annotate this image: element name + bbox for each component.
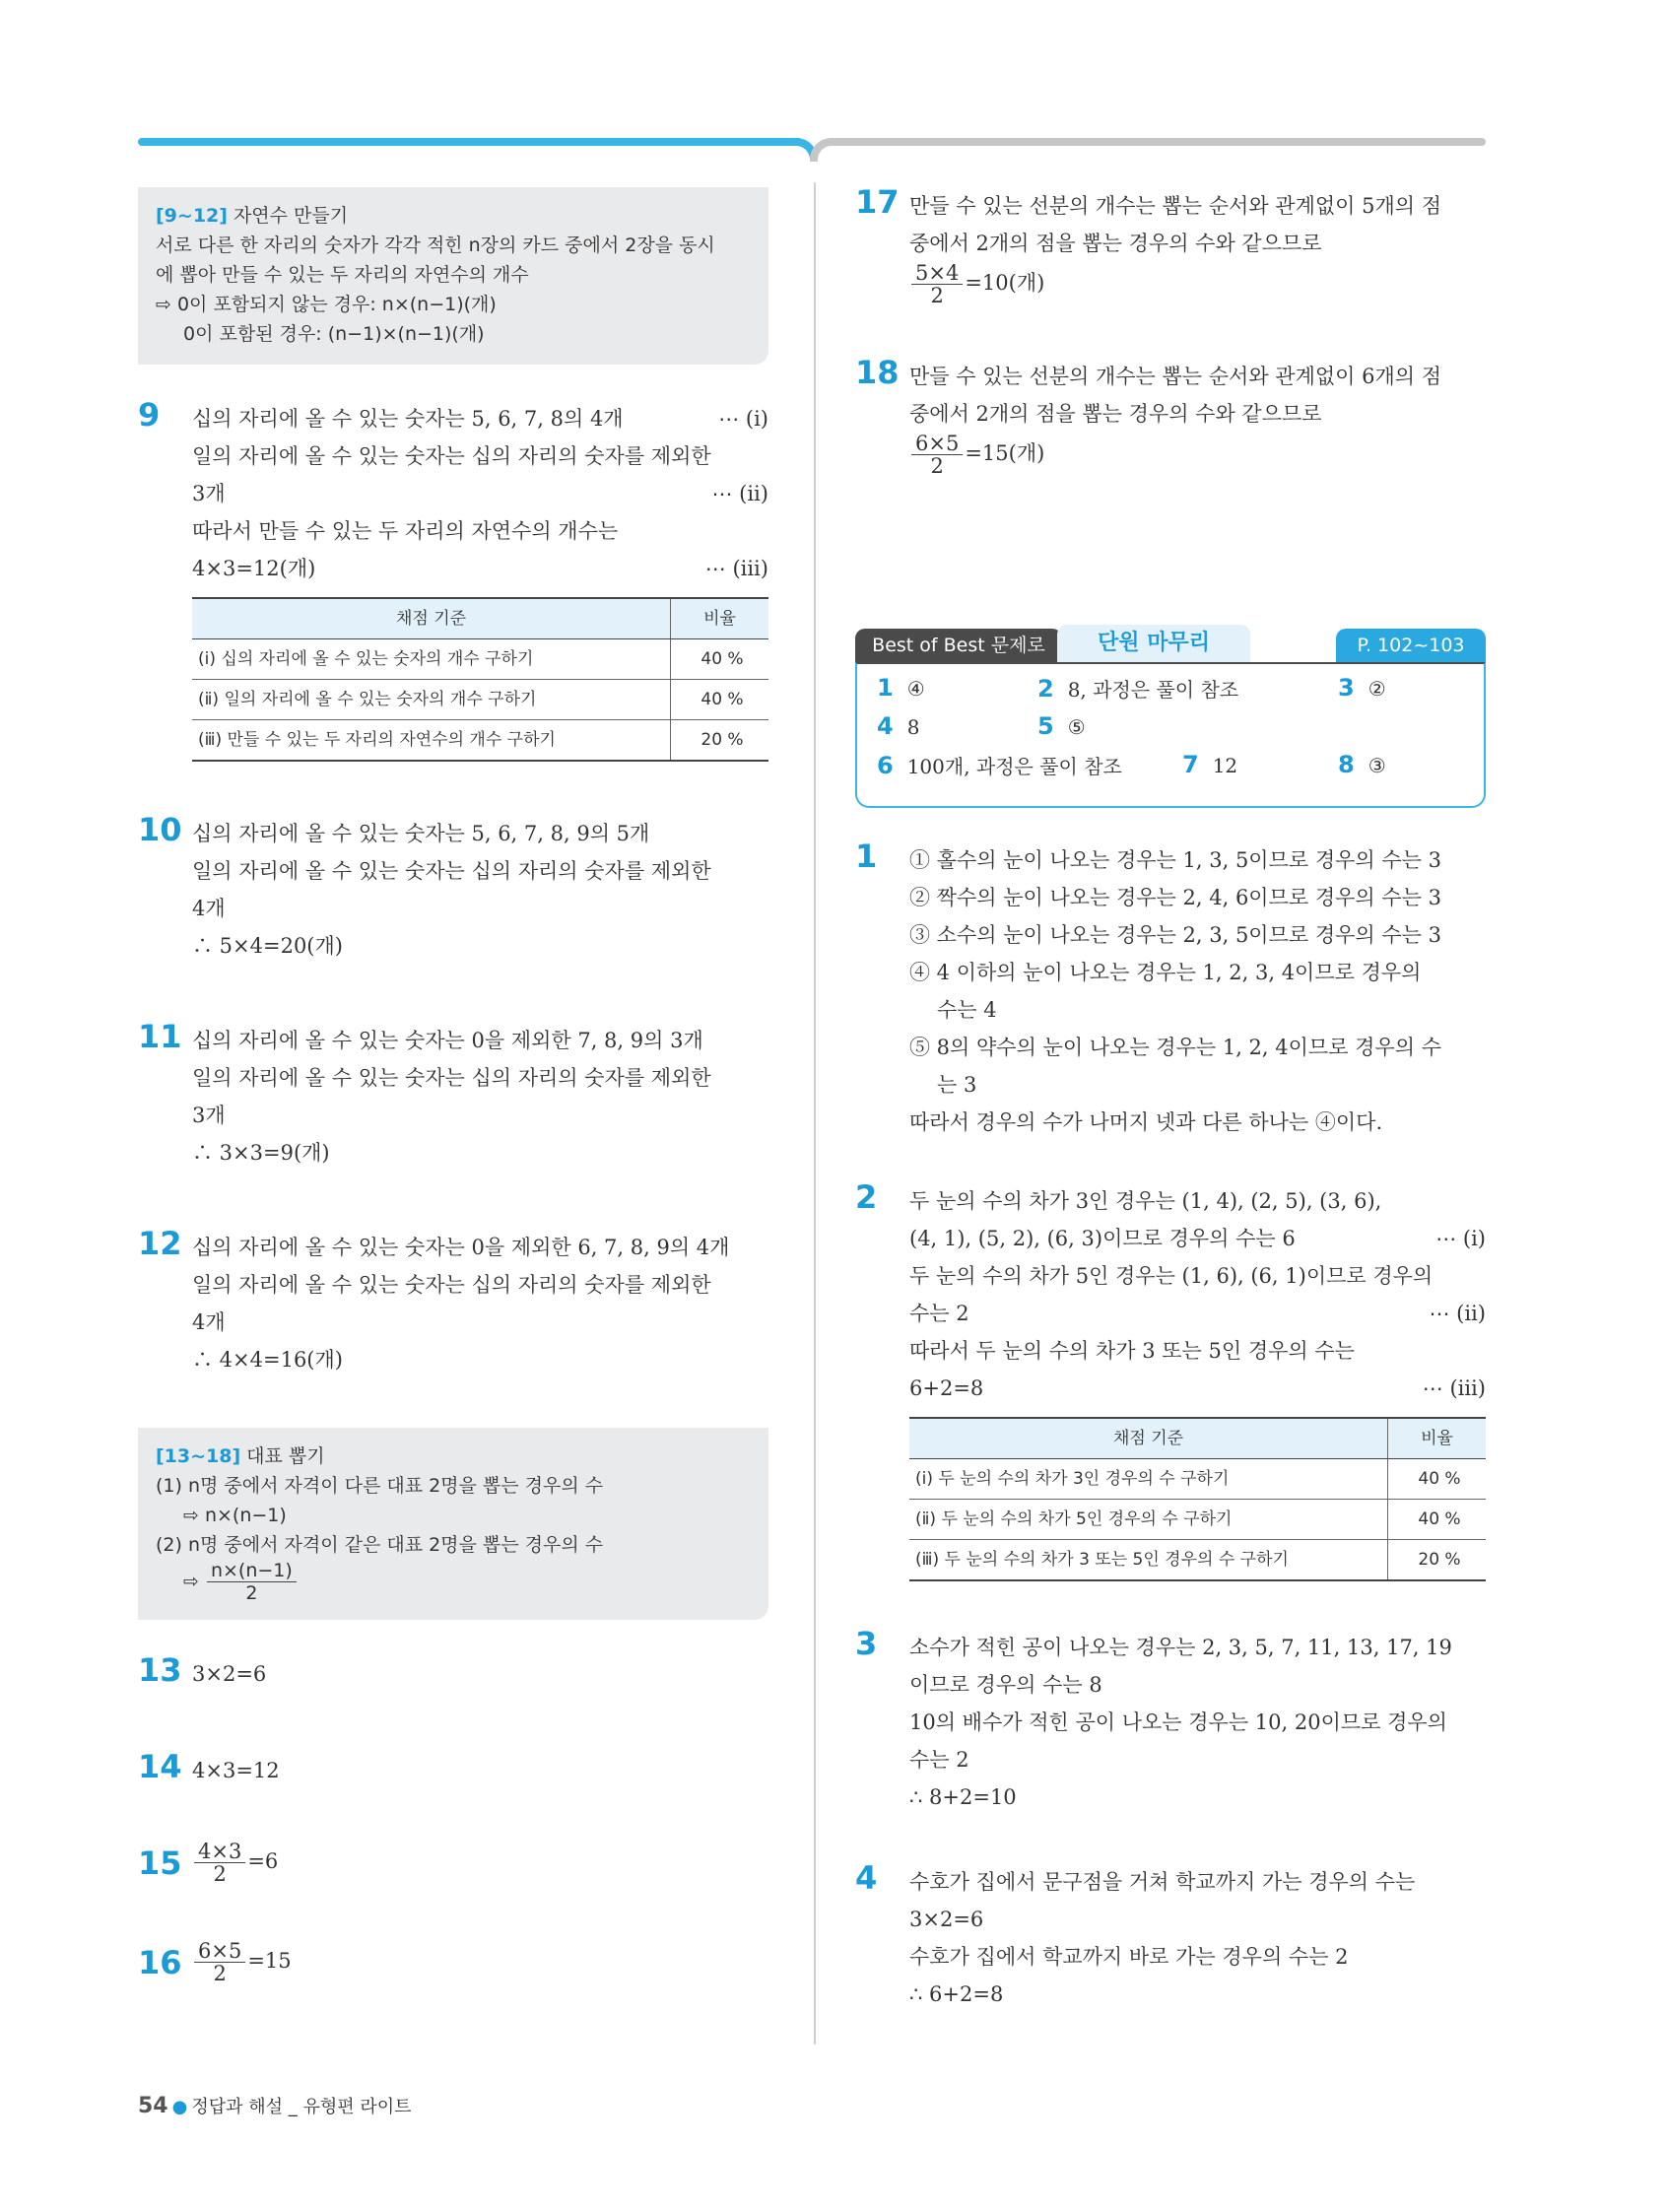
review-problem-3 bbox=[855, 1625, 1486, 1816]
solution-line: ⑤ 8의 약수의 눈이 나오는 경우는 1, 2, 4이므로 경우의 수 bbox=[909, 1036, 1441, 1059]
review-problem-1 bbox=[855, 838, 1486, 1141]
problem-number: 3 bbox=[855, 1625, 878, 1662]
tip-box-natural-numbers bbox=[138, 187, 768, 365]
solution-line: 3×2=6 bbox=[909, 1908, 984, 1931]
solution-line: 3개 ⋯ (ⅱ) bbox=[192, 482, 768, 505]
tip-line: ⇨ 0이 포함되지 않는 경우: n×(n−1)(개) bbox=[156, 294, 497, 315]
fraction: $\frac{5\times 4}{2}$ bbox=[911, 262, 963, 306]
solution-line: 이므로 경우의 수는 8 bbox=[909, 1673, 1102, 1697]
review-problem-4 bbox=[855, 1859, 1486, 2013]
solution-line: 두 눈의 수의 차가 5인 경우는 (1, 6), (6, 1)이므로 경우의 bbox=[909, 1264, 1434, 1288]
solution-line: ∴ 3×3=9(개) bbox=[192, 1141, 330, 1165]
problem-number: 10 bbox=[138, 811, 182, 848]
solution-line: ④ 4 이하의 눈이 나오는 경우는 1, 2, 3, 4이므로 경우의 bbox=[909, 961, 1422, 984]
header-bar-right bbox=[830, 138, 1486, 146]
solution-line: 수는 4 bbox=[937, 998, 997, 1022]
problem-18 bbox=[855, 354, 1486, 478]
problem-number: 4 bbox=[855, 1859, 878, 1897]
answer-item: 8 ③ bbox=[1338, 751, 1386, 778]
problem-11 bbox=[138, 1018, 768, 1172]
solution-line: ∴ 4×4=16(개) bbox=[192, 1348, 343, 1372]
left-column bbox=[138, 187, 768, 1984]
problem-15 bbox=[138, 1841, 768, 1885]
tip-line: 서로 다른 한 자리의 숫자가 각각 적힌 n장의 카드 중에서 2장을 동시 bbox=[156, 235, 715, 256]
solution-line: 3×2=6 bbox=[192, 1662, 267, 1686]
problem-number: 17 bbox=[855, 183, 900, 221]
footer-text: 정답과 해설 _ 유형편 라이트 bbox=[191, 2097, 412, 2117]
problem-10 bbox=[138, 811, 768, 965]
answer-item: 1 ④ bbox=[877, 674, 925, 702]
solution-line: 4×3=12(개) ⋯ (ⅲ) bbox=[192, 557, 768, 580]
grading-table: 채점 기준 비율 (ⅰ) 두 눈의 수의 차가 3인 경우의 수 구하기 40 % (ⅱ) 두 눈의 수의 차가 5인 경우의 수 구하기 40 % (ⅲ) 두 눈의 수의 차가 3 또는 5인 경우의 수 구하기 20 % bbox=[909, 1417, 1486, 1581]
solution-line: 일의 자리에 올 수 있는 숫자는 십의 자리의 숫자를 제외한 bbox=[192, 859, 711, 883]
tip-box-representatives bbox=[138, 1428, 768, 1620]
solution-line: 4개 bbox=[192, 897, 226, 920]
solution-line: ∴ 5×4=20(개) bbox=[192, 934, 343, 958]
page-range-tab: P. 102~103 bbox=[1336, 629, 1486, 662]
page-number: 54 bbox=[138, 2094, 168, 2118]
solution-line: 따라서 경우의 수가 나머지 넷과 다른 하나는 ④이다. bbox=[909, 1110, 1383, 1134]
solution-line: 따라서 두 눈의 수의 차가 3 또는 5인 경우의 수는 bbox=[909, 1339, 1355, 1363]
problem-16 bbox=[138, 1940, 768, 1984]
solution-line: 소수가 적힌 공이 나오는 경우는 2, 3, 5, 7, 11, 13, 17, 19 bbox=[909, 1636, 1452, 1659]
solution-line: 수호가 집에서 학교까지 바로 가는 경우의 수는 2 bbox=[909, 1945, 1349, 1969]
best-of-best-tab: Best of Best 문제로 bbox=[855, 629, 1062, 662]
tip-title: [9~12] 자연수 만들기 bbox=[156, 205, 349, 227]
problem-number: 1 bbox=[855, 838, 878, 875]
solution-line: 십의 자리에 올 수 있는 숫자는 5, 6, 7, 8의 4개 ⋯ (ⅰ) bbox=[192, 407, 768, 431]
fraction: $\frac{n\times(n-1)}{2}$ bbox=[207, 1560, 297, 1604]
bullet-icon: ● bbox=[171, 2097, 188, 2117]
tip-line: 에 뽑아 만들 수 있는 두 자리의 자연수의 개수 bbox=[156, 264, 529, 286]
problem-number: 18 bbox=[855, 354, 900, 391]
page-footer bbox=[138, 2093, 412, 2118]
tip-line: ⇨ n×(n−1) bbox=[183, 1505, 287, 1526]
solution-line: 3개 bbox=[192, 1104, 226, 1127]
solution-line: ① 홀수의 눈이 나오는 경우는 1, 3, 5이므로 경우의 수는 3 bbox=[909, 848, 1441, 872]
column-divider bbox=[814, 182, 816, 2044]
answer-item: 3 ② bbox=[1338, 674, 1386, 702]
solution-line: 따라서 만들 수 있는 두 자리의 자연수의 개수는 bbox=[192, 519, 619, 543]
solution-line: 중에서 2개의 점을 뽑는 경우의 수와 같으므로 bbox=[909, 402, 1322, 426]
solution-line: 만들 수 있는 선분의 개수는 뽑는 순서와 관계없이 6개의 점 bbox=[909, 365, 1442, 388]
tip-line: ⇨ $\frac{n\times(n-1)}{2}$ bbox=[156, 1560, 751, 1604]
unit-review-header bbox=[855, 625, 1486, 662]
tip-line: 0이 포함된 경우: (n−1)×(n−1)(개) bbox=[183, 323, 485, 345]
problem-9 bbox=[138, 396, 768, 762]
solution-line: ∴ 6+2=8 bbox=[909, 1982, 1004, 2006]
problem-number: 16 bbox=[138, 1944, 182, 1981]
solution-line: 4×3=12 bbox=[192, 1759, 280, 1782]
problem-13 bbox=[138, 1651, 768, 1693]
solution-line: 수는 2 bbox=[909, 1748, 969, 1772]
problem-12 bbox=[138, 1225, 768, 1378]
tip-title: [13~18] 대표 뽑기 bbox=[156, 1445, 325, 1467]
problem-number: 2 bbox=[855, 1178, 878, 1216]
solution-line: 일의 자리에 올 수 있는 숫자는 십의 자리의 숫자를 제외한 bbox=[192, 444, 711, 468]
solution-line: 6+2=8 ⋯ (ⅲ) bbox=[909, 1376, 1486, 1400]
solution-line: ∴ 8+2=10 bbox=[909, 1785, 1017, 1809]
unit-review-answers-box bbox=[855, 625, 1486, 808]
solution-line: 일의 자리에 올 수 있는 숫자는 십의 자리의 숫자를 제외한 bbox=[192, 1273, 711, 1297]
fraction: $\frac{6\times 5}{2}$ bbox=[911, 433, 963, 477]
solution-line: (4, 1), (5, 2), (6, 3)이므로 경우의 수는 6 ⋯ (ⅰ) bbox=[909, 1227, 1486, 1250]
fraction: $\frac{4\times 3}{2}$ bbox=[194, 1841, 245, 1885]
solution-line: 4개 bbox=[192, 1310, 226, 1334]
solution-line: 10의 배수가 적힌 공이 나오는 경우는 10, 20이므로 경우의 bbox=[909, 1710, 1447, 1734]
solution-line: 십의 자리에 올 수 있는 숫자는 0을 제외한 6, 7, 8, 9의 4개 bbox=[192, 1236, 730, 1259]
problem-number: 12 bbox=[138, 1225, 182, 1262]
unit-review-tab: 단원 마무리 bbox=[1057, 625, 1250, 662]
problem-14 bbox=[138, 1748, 768, 1789]
answer-item: 7 12 bbox=[1182, 751, 1238, 778]
solution-line: 십의 자리에 올 수 있는 숫자는 0을 제외한 7, 8, 9의 3개 bbox=[192, 1029, 703, 1052]
answer-grid bbox=[855, 662, 1486, 808]
problem-number: 14 bbox=[138, 1748, 182, 1785]
solution-line: $\frac{6\times 5}{2}$ =15(개) bbox=[909, 433, 1486, 477]
problem-number: 9 bbox=[138, 396, 161, 434]
solution-line: 두 눈의 수의 차가 3인 경우는 (1, 4), (2, 5), (3, 6), bbox=[909, 1189, 1382, 1213]
solution-line: 일의 자리에 올 수 있는 숫자는 십의 자리의 숫자를 제외한 bbox=[192, 1066, 711, 1090]
problem-17 bbox=[855, 183, 1486, 307]
solution-line: $\frac{5\times 4}{2}$ =10(개) bbox=[909, 262, 1486, 306]
problem-number: 15 bbox=[138, 1844, 182, 1882]
header-bar-left bbox=[138, 138, 800, 146]
solution-line: 만들 수 있는 선분의 개수는 뽑는 순서와 관계없이 5개의 점 bbox=[909, 194, 1442, 218]
fraction: $\frac{6\times 5}{2}$ bbox=[194, 1940, 245, 1984]
solution-line: 수는 2 ⋯ (ⅱ) bbox=[909, 1302, 1486, 1325]
problem-number: 13 bbox=[138, 1651, 182, 1689]
review-problem-2 bbox=[855, 1178, 1486, 1581]
answer-item: 2 8, 과정은 풀이 참조 bbox=[1037, 675, 1239, 703]
solution-line: 중에서 2개의 점을 뽑는 경우의 수와 같으므로 bbox=[909, 232, 1322, 255]
grading-table: 채점 기준 비율 (ⅰ) 십의 자리에 올 수 있는 숫자의 개수 구하기 40 % (ⅱ) 일의 자리에 올 수 있는 숫자의 개수 구하기 40 % (ⅲ) 만들 수 있는 두 자리의 자연수의 개수 구하기 20 % bbox=[192, 597, 768, 762]
solution-line: ③ 소수의 눈이 나오는 경우는 2, 3, 5이므로 경우의 수는 3 bbox=[909, 923, 1441, 947]
answer-item: 4 8 bbox=[877, 712, 920, 740]
answer-item: 5 ⑤ bbox=[1037, 712, 1086, 740]
answer-item: 6 100개, 과정은 풀이 참조 bbox=[877, 752, 1122, 779]
solution-line: 는 3 bbox=[937, 1073, 977, 1097]
solution-line: ② 짝수의 눈이 나오는 경우는 2, 4, 6이므로 경우의 수는 3 bbox=[909, 886, 1441, 909]
solution-line: $\frac{4\times 3}{2}$ =6 bbox=[192, 1841, 768, 1885]
solution-line: 수호가 집에서 문구점을 거쳐 학교까지 가는 경우의 수는 bbox=[909, 1870, 1416, 1894]
tip-line: (2) n명 중에서 자격이 같은 대표 2명을 뽑는 경우의 수 bbox=[156, 1534, 604, 1556]
problem-number: 11 bbox=[138, 1018, 182, 1055]
tip-line: (1) n명 중에서 자격이 다른 대표 2명을 뽑는 경우의 수 bbox=[156, 1475, 604, 1497]
solution-line: $\frac{6\times 5}{2}$ =15 bbox=[192, 1940, 768, 1984]
solution-line: 십의 자리에 올 수 있는 숫자는 5, 6, 7, 8, 9의 5개 bbox=[192, 822, 650, 845]
right-column bbox=[855, 183, 1486, 2013]
